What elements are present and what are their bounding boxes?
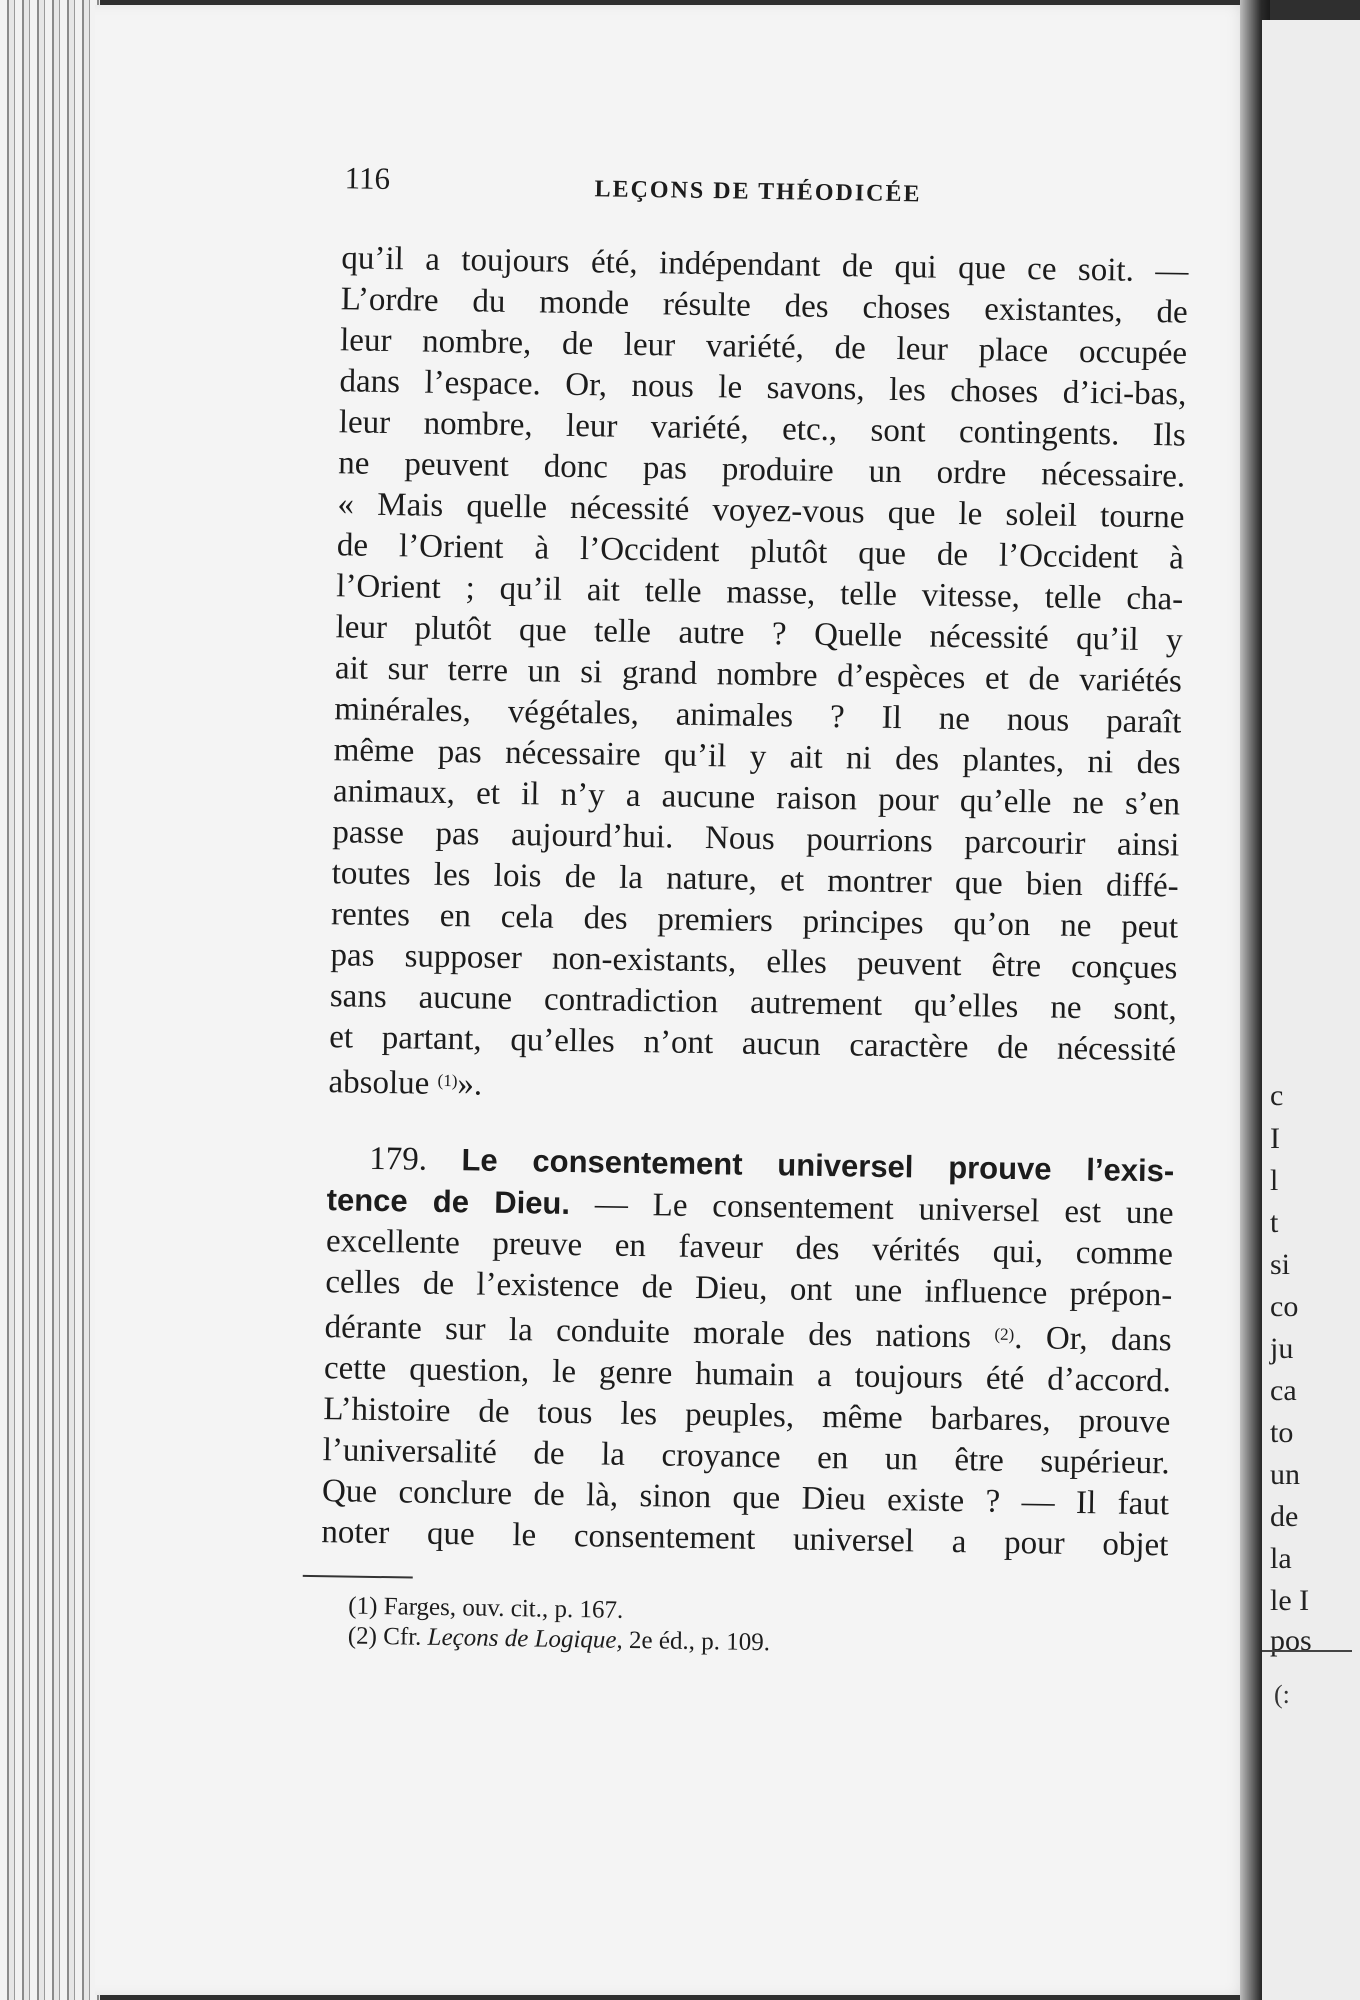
text-line: ait sur terre un si grand nombre d’espèces et de variétés: [334, 650, 1183, 700]
text-line: qu’il a toujours été, indépendant de qui que ce soit. —: [341, 240, 1189, 290]
text-fragment: absolue: [328, 1064, 430, 1102]
facing-text: si: [1270, 1248, 1291, 1281]
page-content: [302, 160, 1190, 1664]
page-number: 116: [344, 160, 391, 197]
text-line: rentes en cela des premiers principes qu’on ne peut: [330, 896, 1179, 946]
facing-text: to: [1270, 1416, 1294, 1449]
footnote-text: 2e éd., p. 109.: [622, 1626, 771, 1657]
text-line: excellente preuve en faveur des vérités qui, comme: [325, 1223, 1174, 1273]
footnote-ref-1: (1): [437, 1070, 458, 1091]
footnote-rule: [303, 1575, 413, 1579]
section-number: 179.: [369, 1140, 428, 1178]
facing-footnote-rule: [1262, 1650, 1352, 1652]
section-179: [303, 1137, 1174, 1567]
text-line: animaux, et il n’y a aucune raison pour qu’elle ne s’en: [332, 773, 1181, 823]
footnote-work-title: Leçons de Logique,: [427, 1623, 623, 1654]
text-line: minérales, végétales, animales ? Il ne nous paraît: [334, 691, 1182, 741]
facing-text: ca: [1270, 1374, 1297, 1407]
facing-text: de: [1270, 1500, 1299, 1533]
text-line: sans aucune contradiction autrement qu’elles ne sont,: [329, 978, 1178, 1028]
facing-text: la: [1270, 1542, 1292, 1575]
text-line: même pas nécessaire qu’il y ait ni des plantes, ni des: [333, 732, 1181, 782]
facing-footnote: (:: [1274, 1680, 1290, 1709]
text-line: « Mais quelle nécessité voyez-vous que le soleil tourne: [337, 486, 1185, 536]
text-line: ne peuvent donc pas produire un ordre nécessaire.: [337, 445, 1186, 495]
footnote-text: (2) Cfr.: [347, 1622, 428, 1651]
section-heading-continued: tence de Dieu.: [326, 1182, 571, 1221]
facing-text: t: [1270, 1206, 1279, 1239]
text-fragment: ».: [457, 1066, 483, 1103]
text-line: cette question, le genre humain a toujours été d’accord.: [323, 1350, 1172, 1400]
text-line: l’Orient ; qu’il ait telle masse, telle vitesse, telle cha-: [336, 568, 1184, 618]
facing-text: c: [1270, 1079, 1284, 1112]
text-line: passe pas aujourd’hui. Nous pourrions parcourir ainsi: [332, 814, 1180, 864]
facing-text: le I: [1270, 1584, 1310, 1617]
text-line: celles de l’existence de Dieu, ont une influence prépon-: [325, 1264, 1173, 1314]
text-line: L’ordre du monde résulte des choses existantes, de: [340, 281, 1188, 331]
text-line: Que conclure de là, sinon que Dieu existe ? — Il faut: [321, 1473, 1170, 1523]
text-line: L’histoire de tous les peuples, même barbares, prouve: [323, 1391, 1171, 1441]
text-line: pas supposer non-existants, elles peuvent être conçues: [330, 937, 1178, 987]
facing-page-fragment: [1262, 20, 1360, 2000]
text-line: noter que le consentement universel a pour objet: [321, 1514, 1169, 1564]
text-line: toutes les lois de la nature, et montrer que bien diffé-: [331, 855, 1179, 905]
text-line: l’universalité de la croyance en un être supérieur.: [322, 1432, 1170, 1482]
footnote-ref-2: (2): [994, 1324, 1015, 1344]
text-line: dans l’espace. Or, nous le savons, les choses d’ici-bas,: [339, 363, 1187, 413]
facing-text: un: [1270, 1458, 1300, 1491]
facing-text: l: [1270, 1164, 1279, 1197]
facing-text: pos: [1270, 1624, 1312, 1657]
text-line: de l’Orient à l’Occident plutôt que de l’Occident à: [336, 527, 1185, 577]
text-fragment: dérante sur la conduite morale des nations: [324, 1309, 995, 1356]
section-heading: Le consentement universel prouve l’exis-: [461, 1142, 1175, 1189]
facing-text: co: [1270, 1290, 1299, 1323]
running-head: LEÇONS DE THÉODICÉE: [594, 176, 922, 208]
text-line: et partant, qu’elles n’ont aucun caractère de nécessité: [328, 1019, 1177, 1069]
facing-text: I: [1270, 1122, 1280, 1155]
body-paragraph: [310, 238, 1188, 1116]
text-fragment: . Or, dans: [1013, 1319, 1172, 1359]
text-fragment: — Le consentement universel est une: [569, 1185, 1174, 1232]
text-line: leur nombre, leur variété, etc., sont contingents. Ils: [338, 404, 1187, 454]
page-edges: [0, 0, 100, 2000]
footnote-1: (1) Farges, ouv. cit., p. 167.: [348, 1592, 624, 1624]
text-line: leur plutôt que telle autre ? Quelle nécessité qu’il y: [335, 609, 1183, 659]
facing-text: ju: [1270, 1332, 1294, 1365]
text-line: leur nombre, de leur variété, de leur place occupée: [339, 322, 1188, 372]
